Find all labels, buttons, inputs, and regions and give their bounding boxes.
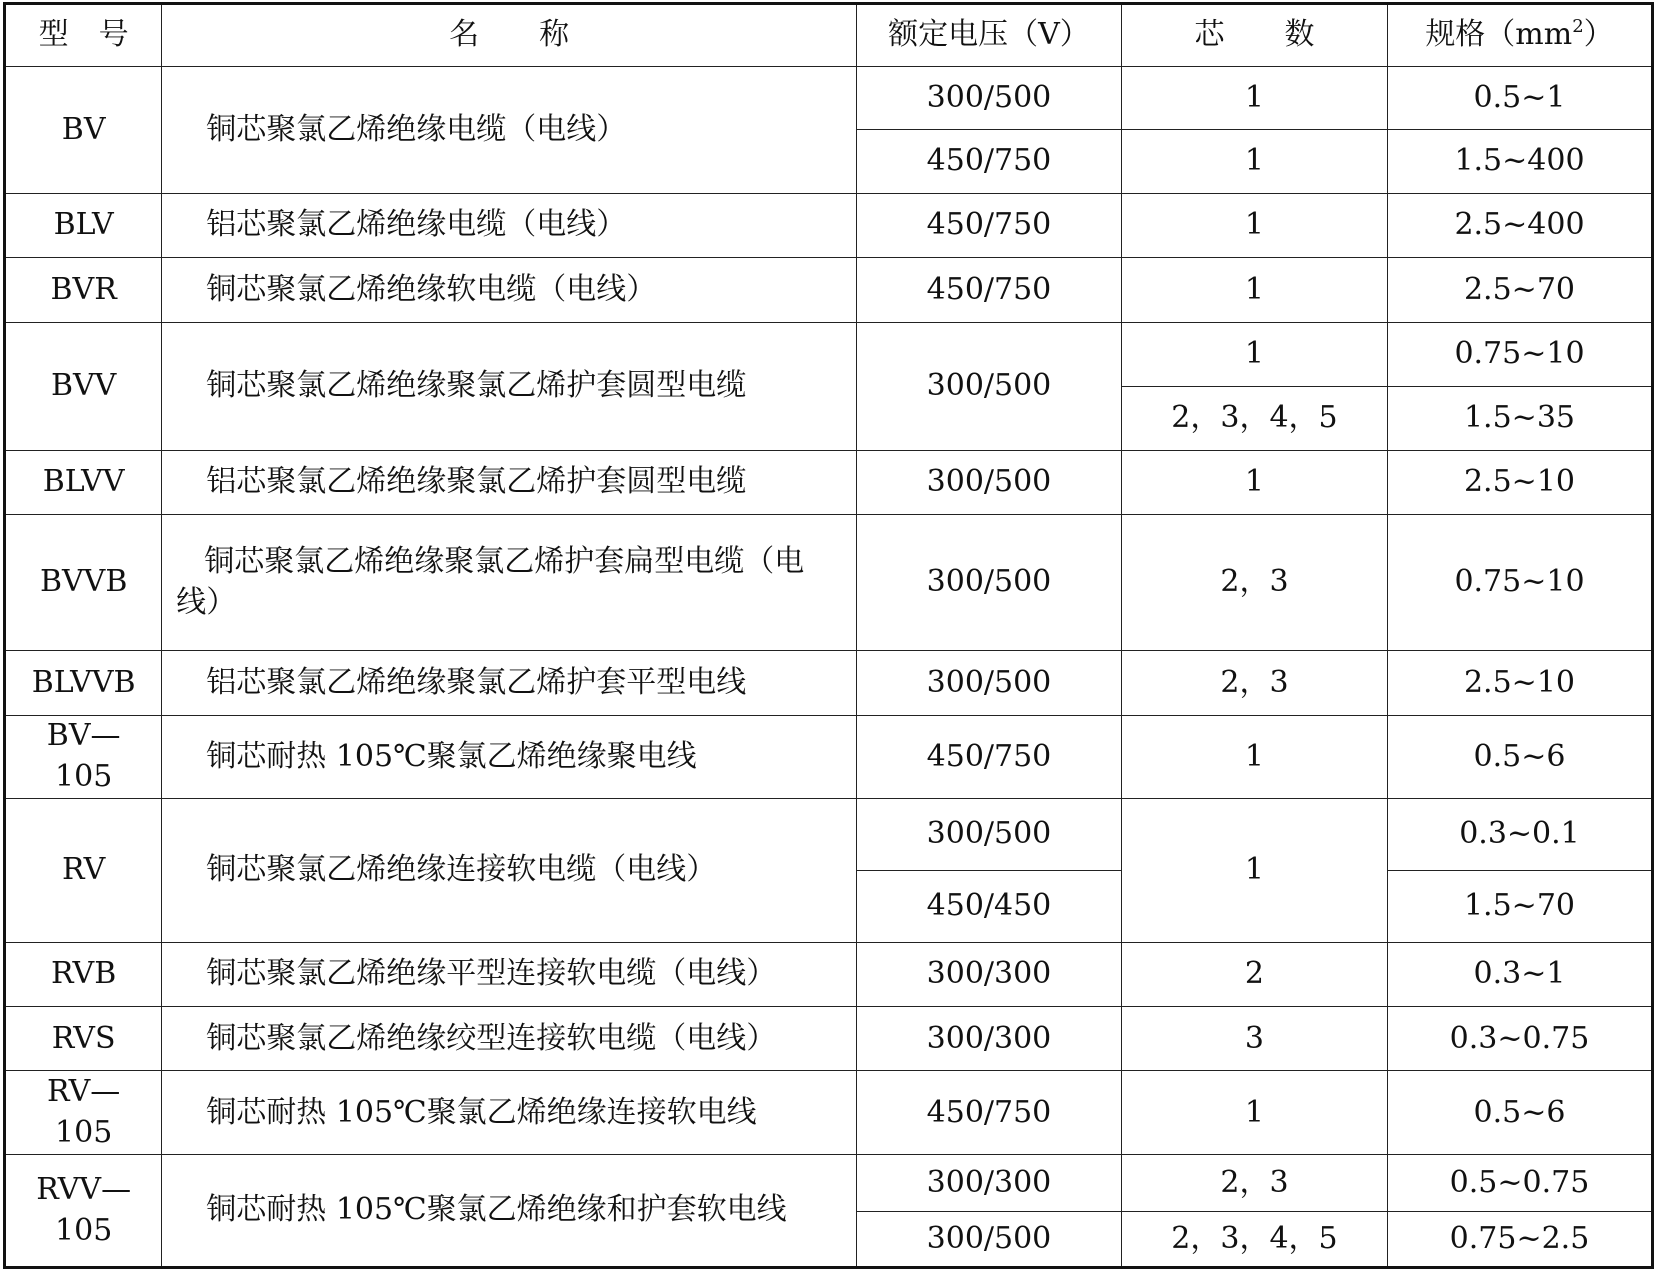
cell-name: 铜芯聚氯乙烯绝缘连接软电缆（电线） [162,799,857,942]
cell-cores: 1 [1121,1071,1387,1155]
cell-voltage: 300/500 [856,1211,1121,1267]
cell-spec: 0.75~10 [1387,515,1652,651]
cell-name: 铝芯聚氯乙烯绝缘聚氯乙烯护套平型电线 [162,651,857,715]
cell-name: 铜芯聚氯乙烯绝缘聚氯乙烯护套扁型电缆（电线） [162,515,857,651]
table-row [5,1071,1653,1155]
cell-name: 铜芯耐热 105℃聚氯乙烯绝缘连接软电线 [162,1071,857,1155]
cell-voltage: 450/750 [856,130,1121,193]
cell-model: BLVVB [5,651,162,715]
table-row [5,1155,1653,1211]
cell-cores: 1 [1121,130,1387,193]
cell-model: RV—105 [5,1071,162,1155]
cell-voltage: 300/500 [856,450,1121,514]
cell-cores: 2 [1121,942,1387,1006]
cell-spec: 2.5~400 [1387,193,1652,257]
table-row [5,715,1653,799]
cell-spec: 0.75~2.5 [1387,1211,1652,1267]
cell-voltage: 450/750 [856,193,1121,257]
table-row [5,193,1653,257]
cell-voltage: 300/300 [856,942,1121,1006]
cell-spec: 1.5~70 [1387,870,1652,942]
table-row [5,651,1653,715]
cell-cores: 2，3，4，5 [1121,387,1387,450]
header-name: 名 称 [162,4,857,67]
cell-spec: 0.3~0.75 [1387,1007,1652,1071]
cell-voltage: 450/750 [856,715,1121,799]
cell-name: 铜芯聚氯乙烯绝缘绞型连接软电缆（电线） [162,1007,857,1071]
cell-cores: 2，3，4，5 [1121,1211,1387,1267]
header-model: 型 号 [5,4,162,67]
table-row [5,258,1653,322]
cell-name: 铝芯聚氯乙烯绝缘电缆（电线） [162,193,857,257]
table-row [5,515,1653,651]
cable-spec-table [3,2,1654,1269]
cell-spec: 1.5~400 [1387,130,1652,193]
cell-name: 铝芯聚氯乙烯绝缘聚氯乙烯护套圆型电缆 [162,450,857,514]
cell-spec: 2.5~70 [1387,258,1652,322]
cell-name: 铜芯耐热 105℃聚氯乙烯绝缘和护套软电线 [162,1155,857,1268]
cell-name: 铜芯聚氯乙烯绝缘聚氯乙烯护套圆型电缆 [162,322,857,450]
cell-cores: 1 [1121,67,1387,130]
table-row [5,942,1653,1006]
cell-spec: 0.75~10 [1387,322,1652,386]
header-spec-sup: 2 [1572,16,1584,38]
cell-cores: 2，3 [1121,515,1387,651]
table-row [5,1007,1653,1071]
cell-voltage: 450/750 [856,258,1121,322]
cell-model: RVB [5,942,162,1006]
cell-model: BLVV [5,450,162,514]
cell-spec: 1.5~35 [1387,387,1652,450]
cell-voltage: 300/300 [856,1007,1121,1071]
cell-voltage: 300/500 [856,515,1121,651]
cell-model: BVVB [5,515,162,651]
table-row [5,450,1653,514]
cell-model: RVS [5,1007,162,1071]
table-row [5,67,1653,130]
cell-model: BLV [5,193,162,257]
cell-voltage: 300/300 [856,1155,1121,1211]
cell-voltage: 300/500 [856,799,1121,871]
cell-spec: 2.5~10 [1387,450,1652,514]
cell-spec: 2.5~10 [1387,651,1652,715]
cell-name: 铜芯聚氯乙烯绝缘平型连接软电缆（电线） [162,942,857,1006]
header-spec [1387,4,1652,67]
cell-spec: 0.5~6 [1387,715,1652,799]
cell-model: BVR [5,258,162,322]
header-spec-suffix: ） [1583,17,1614,53]
header-voltage: 额定电压（V） [856,4,1121,67]
cell-cores: 1 [1121,715,1387,799]
cell-cores: 1 [1121,799,1387,942]
cell-cores: 1 [1121,322,1387,386]
cell-name: 铜芯聚氯乙烯绝缘软电缆（电线） [162,258,857,322]
header-cores: 芯 数 [1121,4,1387,67]
table-row [5,322,1653,386]
cell-cores: 2，3 [1121,1155,1387,1211]
cell-spec: 0.5~1 [1387,67,1652,130]
cell-voltage: 300/500 [856,67,1121,130]
cell-voltage: 450/450 [856,870,1121,942]
cell-cores: 1 [1121,193,1387,257]
header-spec-prefix: 规格（mm [1425,17,1573,53]
cell-name: 铜芯耐热 105℃聚氯乙烯绝缘聚电线 [162,715,857,799]
cell-name: 铜芯聚氯乙烯绝缘电缆（电线） [162,67,857,194]
cell-spec: 0.3~0.1 [1387,799,1652,871]
cell-model: RV [5,799,162,942]
cell-cores: 1 [1121,450,1387,514]
cell-spec: 0.3~1 [1387,942,1652,1006]
cell-cores: 2，3 [1121,651,1387,715]
cell-model: BVV [5,322,162,450]
cell-voltage: 450/750 [856,1071,1121,1155]
cell-model: BV—105 [5,715,162,799]
cell-cores: 1 [1121,258,1387,322]
cell-voltage: 300/500 [856,322,1121,450]
cell-model: BV [5,67,162,194]
cell-spec: 0.5~0.75 [1387,1155,1652,1211]
cell-model: RVV—105 [5,1155,162,1268]
cell-voltage: 300/500 [856,651,1121,715]
cell-cores: 3 [1121,1007,1387,1071]
cell-spec: 0.5~6 [1387,1071,1652,1155]
header-row [5,4,1653,67]
table-row [5,799,1653,871]
